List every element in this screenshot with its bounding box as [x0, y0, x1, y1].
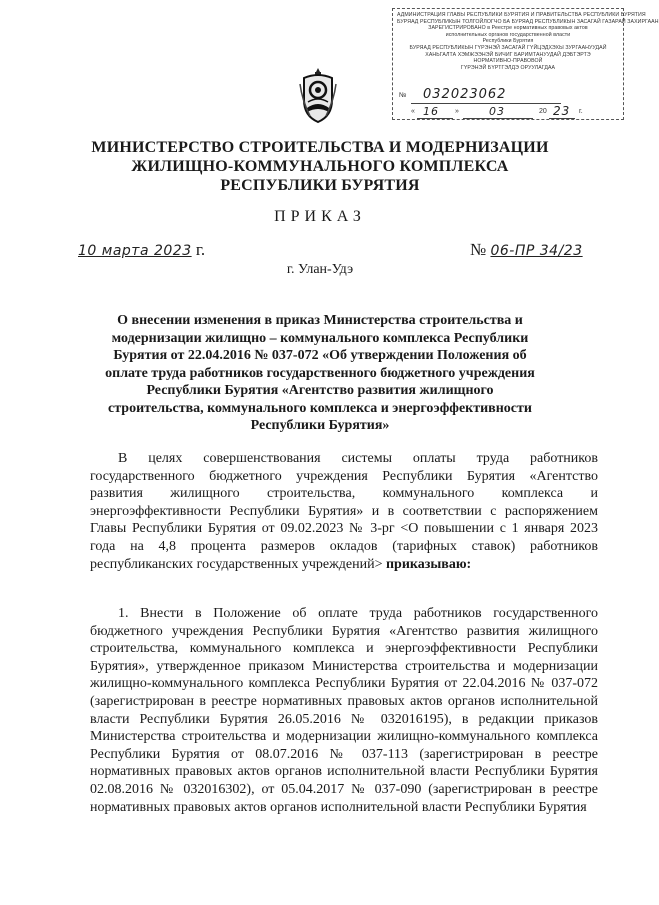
- stamp-number-rule: [411, 103, 561, 104]
- command-word: приказываю:: [385, 556, 472, 572]
- stamp-line: исполнительных органов государственной власти: [445, 31, 571, 38]
- stamp-line: ГYРЭНЭЙ БYРТГЭЛДЭ ОРУУЛАГДАА: [460, 64, 556, 71]
- order-date-handwritten: 10 марта 2023: [78, 243, 192, 259]
- order-number: [470, 240, 583, 260]
- stamp-date-suffix: г.: [579, 108, 583, 115]
- clause-1-paragraph: 1. Внести в Положение об оплате труда работников государственного бюджетного учреждения Республики Бурятия «Агентство развития жилищного строительства, коммунального комплекса и энергоэффективности Республики Бурятия», утвержденное приказом Министерства строительства и модернизации жилищно-коммунального комплекса Республики Бурятия от 22.04.2016 № 037-072 (зарегистрирован в реестре нормативных правовых актов органов исполнительной власти Республики Бурятия 26.05.2016 № 032016195), в редакции приказов Министерства строительства и модернизации жилищно-коммунального комплекса Республики Бурятия от 08.07.2016 № 037-113 (зарегистрирован в реестре нормативных правовых актов органов исполнительной власти Республики Бурятия 02.08.2016 № 032016302), от 05.04.2017 № 037-090 (зарегистрирован в реестре нормативных правовых актов органов исполнительной власти Республики Бурятия: [90, 606, 598, 815]
- document-type: ПРИКАЗ: [274, 208, 366, 225]
- stamp-date-day: 16: [423, 105, 439, 118]
- stamp-date-close: »: [455, 108, 459, 115]
- preamble-text: В целях совершенствования системы оплаты труда работников государственного бюджетного учреждения Республики Бурятия «Агентство развития жилищного строительства, коммунального комплекса и энергоэффективности Республики Бурятия» и в соответствии с распоряжением Главы Республики Бурятия от 09.02.2023 № 3-рг <О повышении с 1 января 2023 года на 4,8 процента размеров окладов (тарифных ставок) работников республиканских государственных учреждений>: [90, 451, 598, 572]
- registration-stamp: [392, 8, 659, 120]
- stamp-number-value: 032023062: [423, 87, 507, 102]
- order-date: [78, 240, 205, 260]
- order-title: О внесении изменения в приказ Министерства строительства и модернизации жилищно – коммунального комплекса Республики Бурятия от 22.04.2016 № 037-072 «Об утверждении Положения об оплате труда работников государственного бюджетного учреждения Республики Бурятия «Агентство развития жилищного строительства, коммунального комплекса и энергоэффективности Республики Бурятия»: [105, 313, 535, 433]
- ministry-header: [60, 138, 580, 195]
- stamp-number-label: №: [399, 92, 407, 99]
- order-number-handwritten: 06-ПР 34/23: [490, 243, 583, 259]
- ministry-line-1: МИНИСТЕРСТВО СТРОИТЕЛЬСТВА И МОДЕРНИЗАЦИИ: [91, 139, 549, 156]
- stamp-date-month: 03: [489, 105, 505, 118]
- stamp-date-year: 23: [553, 104, 571, 118]
- city: г. Улан-Удэ: [286, 262, 354, 277]
- order-date-suffix: г.: [195, 240, 206, 259]
- stamp-month-rule: [463, 118, 533, 119]
- stamp-line: ЗАРЕГИСТРИРОВАНО в Реестре нормативных правовых актов: [428, 25, 588, 32]
- preamble-paragraph: [90, 450, 598, 573]
- ministry-line-2: ЖИЛИЩНО-КОММУНАЛЬНОГО КОМПЛЕКСА: [131, 158, 509, 175]
- stamp-line: АДМИНИСТРАЦИЯ ГЛАВЫ РЕСПУБЛИКИ БУРЯТИЯ И ПРАВИТЕЛЬСТВА РЕСПУБЛИКИ БУРЯТИЯ: [397, 12, 646, 18]
- ministry-line-3: РЕСПУБЛИКИ БУРЯТИЯ: [220, 177, 420, 194]
- stamp-year-prefix: 20: [539, 108, 547, 115]
- stamp-line: БУРЯАД РЕСПУБЛИКЫН ТОЛГОЙЛОГЧО БА БУРЯАД РЕСПУБЛИКЫН ЗАСАГАЙ ГАЗАРАЙ ЗАХИРГААН: [397, 18, 659, 25]
- stamp-date-open: «: [411, 108, 415, 115]
- stamp-line: НОРМАТИВНО-ПРАВОВОЙ: [473, 58, 543, 65]
- stamp-year-rule: [549, 118, 575, 119]
- stamp-day-rule: [417, 118, 453, 119]
- stamp-line: Республики Бурятия: [482, 38, 534, 45]
- stamp-line: БУРЯАД РЕСПУБЛИКЫН ГYРЭНЭЙ ЗАСАГАЙ ГYЙЦЭДХЭХЫ ЗУРГААНУУДАЙ: [409, 44, 607, 51]
- order-number-label: №: [470, 240, 487, 259]
- stamp-line: ХАНЬГАЛТА ХЭМЖЭЭНЭЙ БИЧИГ БАРИМТАНУУДАЙ ДЭБТЭРТЭ: [425, 51, 591, 58]
- coat-of-arms-icon: [298, 66, 338, 126]
